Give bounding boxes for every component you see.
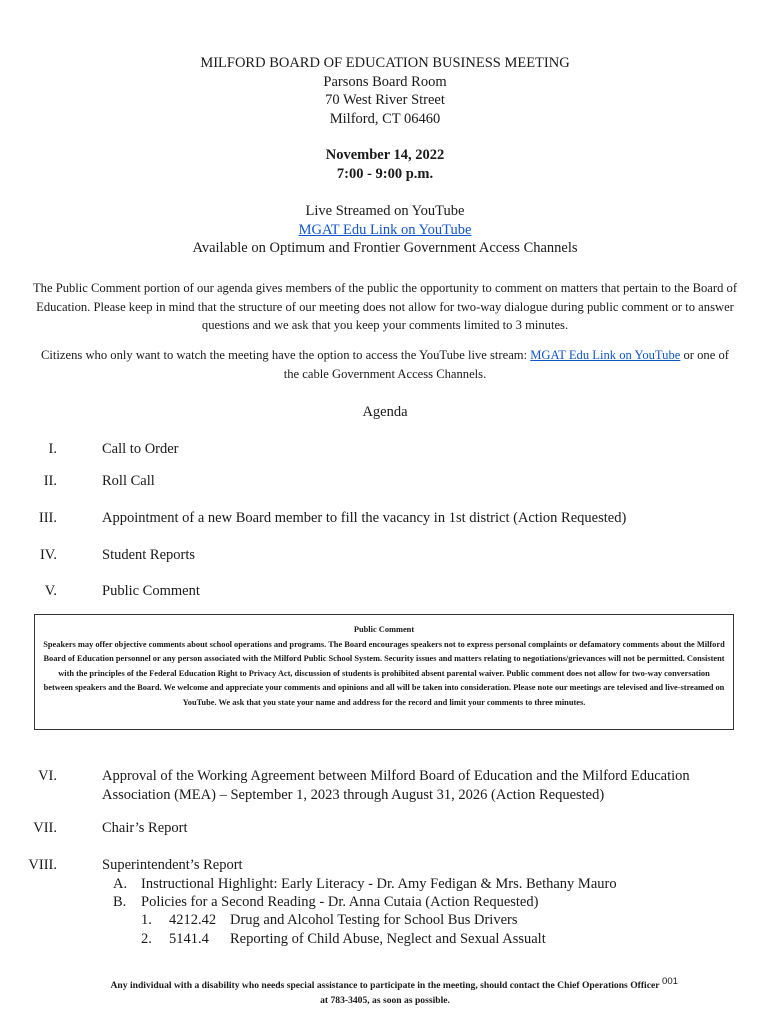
meeting-date: November 14, 2022 — [325, 147, 445, 163]
policy-item — [141, 911, 517, 930]
city-address: Milford, CT 06460 — [329, 110, 441, 127]
policy-number: 1. — [141, 912, 152, 928]
agenda-title: Agenda — [362, 404, 408, 420]
sub-item-letter: B. — [113, 894, 127, 910]
youtube-link-inline[interactable]: MGAT Edu Link on YouTube — [530, 348, 681, 362]
policy-title: Drug and Alcohol Testing for School Bus Drivers — [230, 912, 518, 928]
sub-item-text: Instructional Highlight: Early Literacy - Dr. Amy Fedigan & Mrs. Bethany Mauro — [141, 876, 617, 892]
agenda-item-number: VI. — [38, 768, 57, 784]
meeting-time: 7:00 - 9:00 p.m. — [336, 165, 434, 182]
agenda-item-number: IV. — [39, 547, 57, 563]
stream-line: Live Streamed on YouTube — [305, 203, 465, 219]
youtube-link[interactable]: MGAT Edu Link on YouTube — [298, 221, 472, 238]
watch-text-after: or one of the cable Government Access Channels. — [283, 348, 729, 381]
policy-title: Reporting of Child Abuse, Neglect and Sexual Assualt — [230, 931, 546, 947]
meeting-datetime — [0, 146, 770, 183]
agenda-item-number: V. — [44, 583, 57, 599]
agenda-item-number: I. — [48, 441, 57, 457]
public-comment-box-title: Public Comment — [353, 625, 415, 634]
meeting-title: MILFORD BOARD OF EDUCATION BUSINESS MEETING — [200, 55, 570, 71]
agenda-item-number: VII. — [33, 820, 57, 836]
sub-item-letter: A. — [113, 876, 128, 892]
agenda-item-text: Superintendent’s Report — [102, 857, 243, 873]
agenda-item-text: Student Reports — [102, 547, 196, 563]
policy-code: 5141.4 — [169, 931, 209, 947]
agenda-item-text: Roll Call — [102, 473, 155, 489]
agenda-item-number: II. — [43, 473, 57, 489]
watch-text-before: Citizens who only want to watch the meeting have the option to access the YouTube live stream: — [41, 348, 531, 362]
policy-number: 2. — [141, 931, 152, 947]
street-address: 70 West River Street — [325, 92, 445, 108]
channels-line: Available on Optimum and Frontier Government Access Channels — [192, 240, 578, 256]
public-comment-box — [34, 614, 734, 730]
sub-item-b — [113, 893, 538, 912]
room-name: Parsons Board Room — [323, 73, 447, 90]
meeting-header — [0, 54, 770, 128]
agenda-item-text: Public Comment — [102, 583, 200, 599]
agenda-item-text: Approval of the Working Agreement between Milford Board of Education and the Milford Education Association (MEA) – September 1, 2023 through August 31, 2026 (Action Requested) — [102, 768, 690, 803]
policy-code: 4212.42 — [169, 912, 217, 928]
accessibility-footer: Any individual with a disability who needs special assistance to participate in the meeting, should contact the Chief Operations Officer at 783-3405, as soon as possible. — [110, 980, 660, 1006]
agenda-item-text: Chair’s Report — [102, 820, 188, 836]
intro-paragraph: The Public Comment portion of our agenda gives members of the public the opportunity to comment on matters that pertain to the Board of Education. Please keep in mind that the structure of our meeting does not allow for two-way dialogue during public comment or to answer questions and we ask that you keep your comments limited to 3 minutes. — [32, 281, 738, 332]
sub-item-a — [113, 875, 617, 894]
agenda-item-number: III. — [38, 510, 57, 526]
agenda-item-text: Call to Order — [102, 441, 179, 457]
agenda-item-text: Appointment of a new Board member to fill the vacancy in 1st district (Action Requested) — [102, 510, 627, 526]
streaming-info — [0, 202, 770, 258]
agenda-item-number: VIII. — [28, 857, 57, 873]
page-number: 001 — [662, 976, 679, 987]
public-comment-box-body: Speakers may offer objective comments about school operations and programs. The Board encourages speakers not to express personal complaints or defamatory comments about the Milford Board of Education personnel or any person associated with the Milford Public School System. Security issues and matters relating to negotiations/grievances will not be permitted. Consistent with the principles of the Federal Education Right to Privacy Act, discussion of students is prohibited absent parental waiver. Public comment does not allow for two-way conversation between speakers and the Board. We welcome and appreciate your comments and opinions and all will be taken into consideration. Please note our meetings are televised and live-streamed on YouTube. We ask that you state your name and address for the record and limit your comments to three minutes. — [43, 639, 725, 707]
policy-item — [141, 930, 546, 949]
watch-paragraph — [40, 346, 730, 383]
sub-item-text: Policies for a Second Reading - Dr. Anna Cutaia (Action Requested) — [141, 894, 539, 910]
